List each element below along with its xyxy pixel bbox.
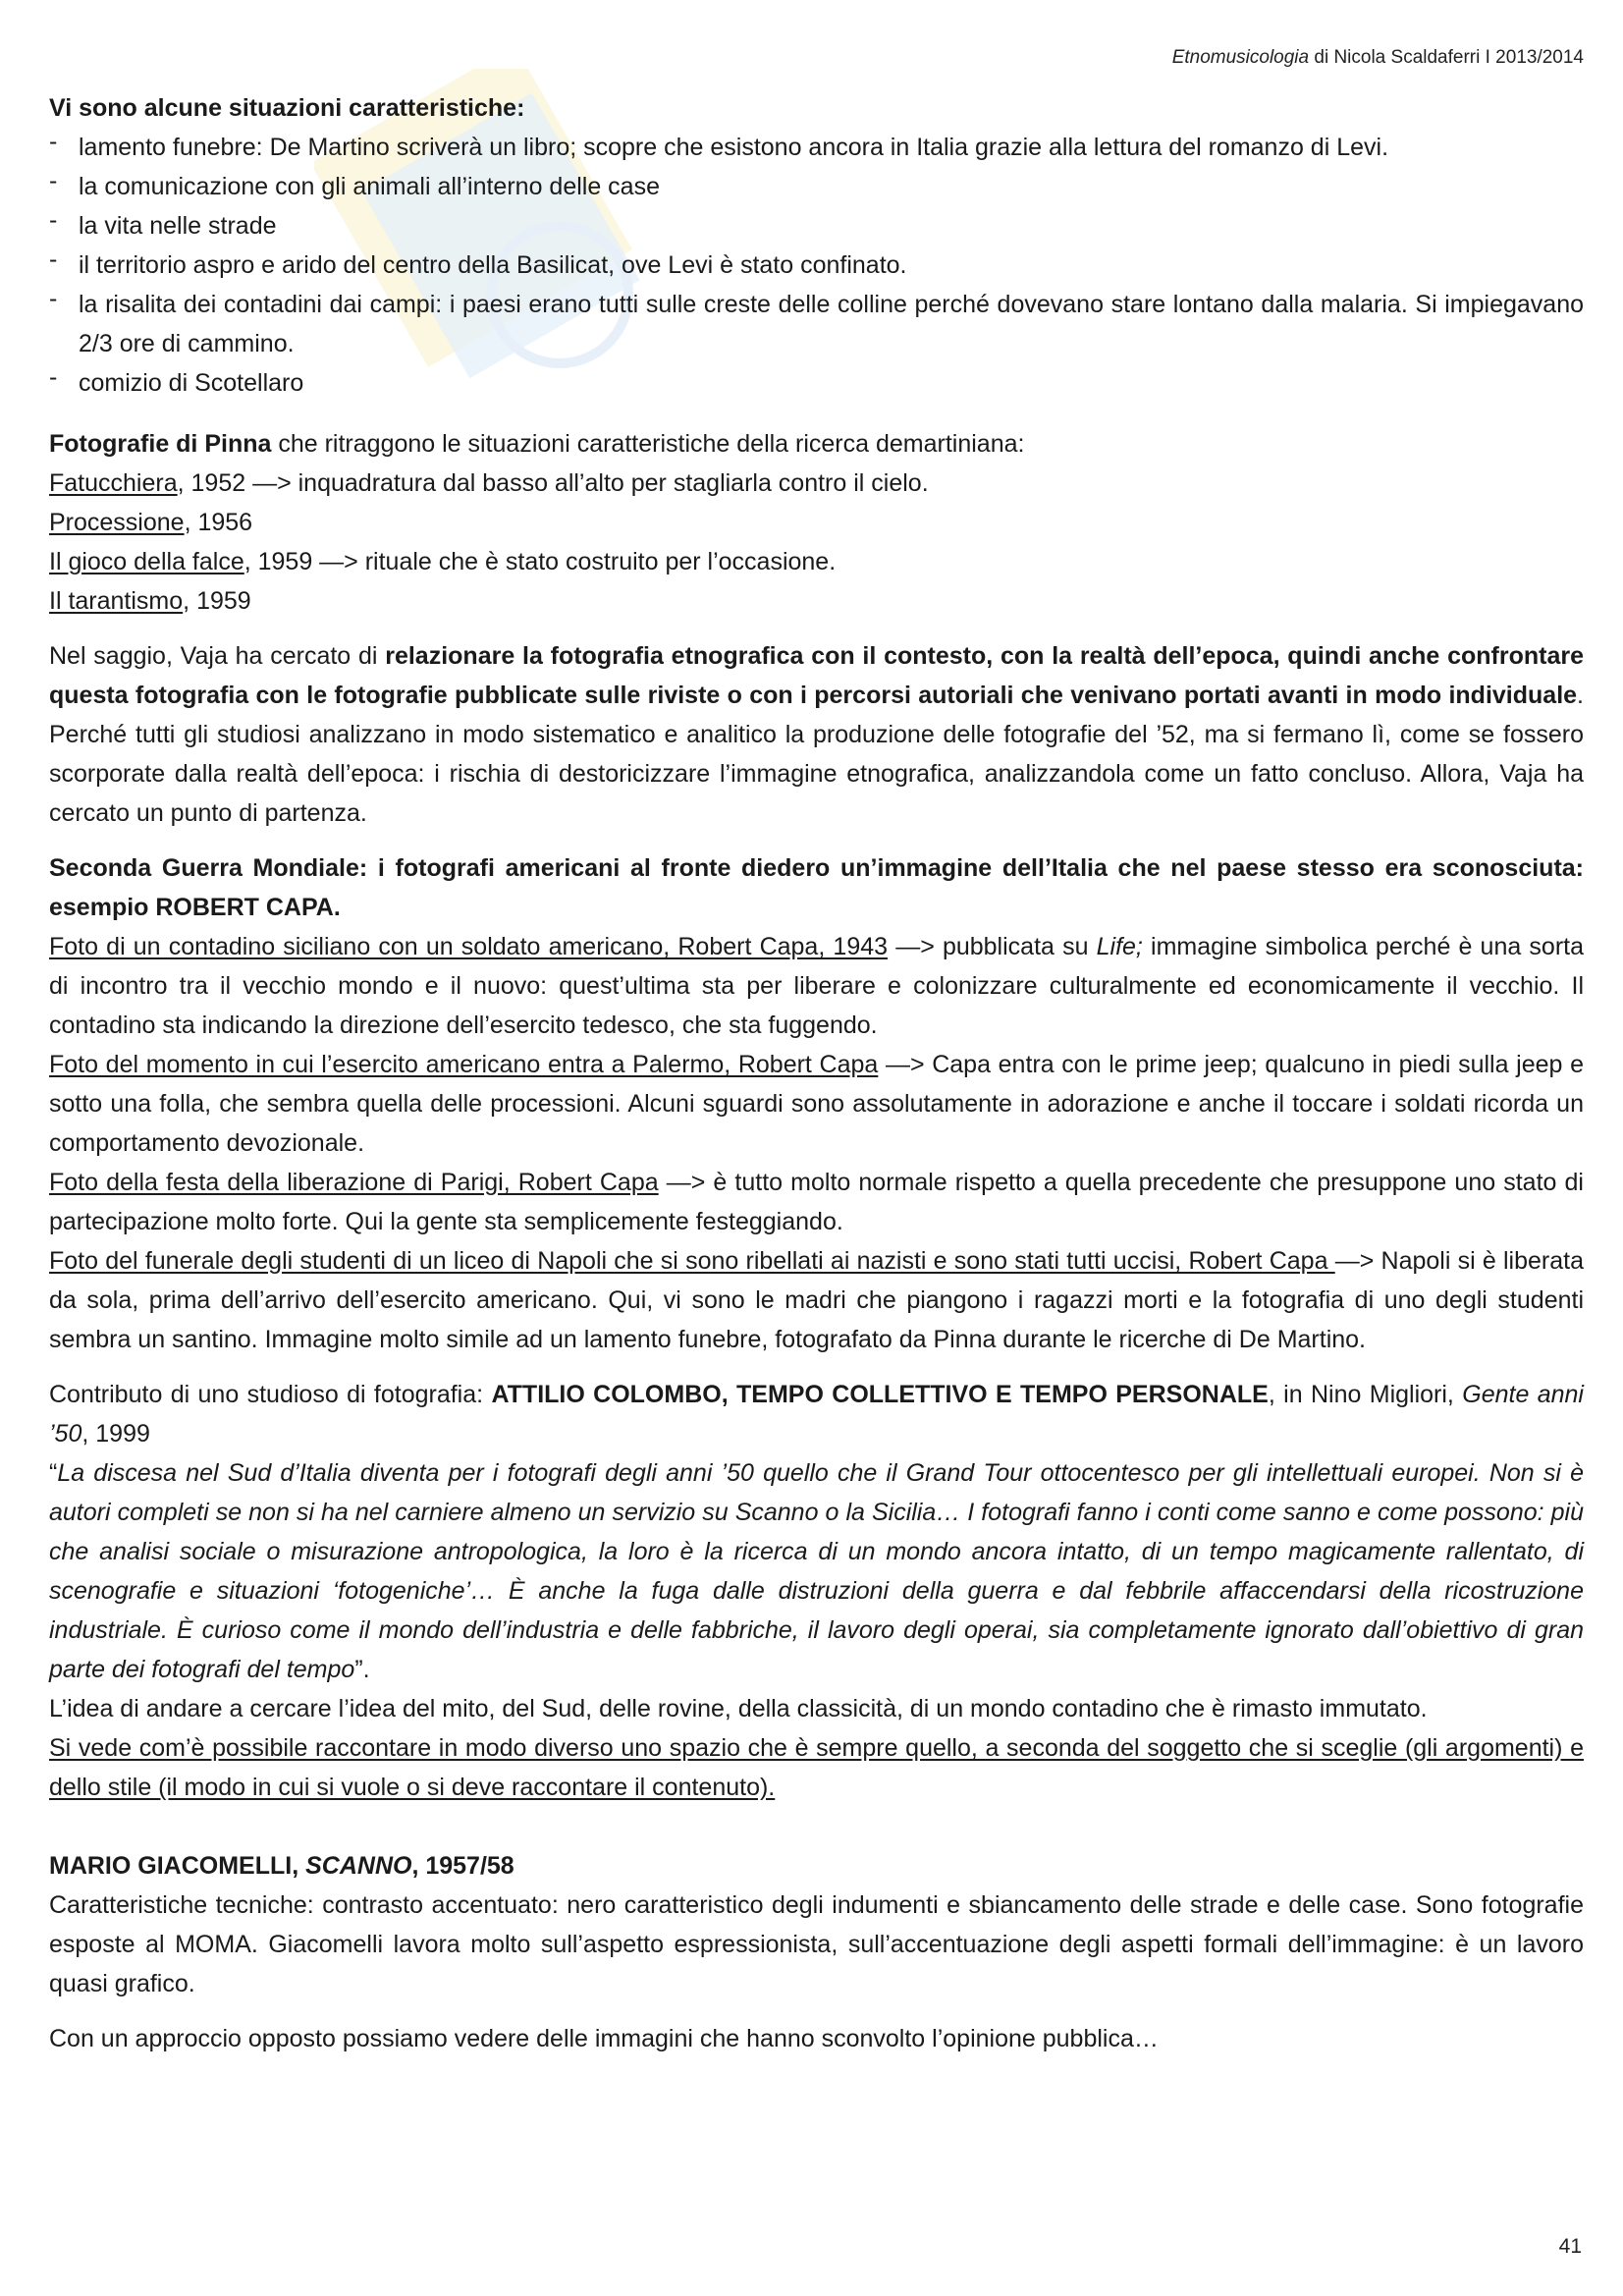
pinna-intro: Fotografie di Pinna che ritraggono le situazioni caratteristiche della ricerca demartiniana:: [49, 430, 1025, 458]
header-author-year: di Nicola Scaldaferri I 2013/2014: [1309, 47, 1584, 68]
list-item: - il territorio aspro e arido del centro della Basilicat, ove Levi è stato confinato.: [49, 246, 1584, 285]
list-item: - comizio di Scotellaro: [49, 363, 1584, 403]
photo-line: Processione, 1956: [49, 509, 253, 536]
photo-title: Il gioco della falce: [49, 548, 244, 575]
capa-entry: Foto della festa della liberazione di Parigi, Robert Capa —> è tutto molto normale rispetto a quella precedente che presuppone uno stato di partecipazione molto forte. Qui la gente sta semplicemente festeggiando.: [49, 1169, 1584, 1235]
list-item: - la risalita dei contadini dai campi: i paesi erano tutti sulle creste delle colline perché dovevano stare lontano dalla malaria. Si impiegavano 2/3 ore di cammino.: [49, 285, 1584, 363]
photo-line: Il tarantismo, 1959: [49, 587, 251, 615]
vaja-paragraph: Nel saggio, Vaja ha cercato di relazionare la fotografia etnografica con il contesto, con la realtà dell’epoca, quindi anche confrontare questa fotografia con le fotografie pubblicate sulle riviste o con i percorsi autoriali che venivano portati avanti in modo individuale. Perché tutti gli studiosi analizzano in modo sistematico e analitico la produzione delle fotografie del ’52, ma si fermano lì, come se fossero scorporate dalla realtà dell’epoca: i rischia di destoricizzare l’immagine etnografica, analizzandola come un fatto concluso. Allora, Vaja ha cercato un punto di partenza.: [49, 642, 1584, 827]
situations-list: [49, 128, 1584, 403]
closing-paragraph: Con un approccio opposto possiamo vedere delle immagini che hanno sconvolto l’opinione pubblica…: [49, 2025, 1159, 2052]
section1-heading: Vi sono alcune situazioni caratteristiche:: [49, 94, 525, 122]
colombo-quote: “La discesa nel Sud d’Italia diventa per i fotografi degli anni ’50 quello che il Grand Tour ottocentesco per gli intellettuali europei. Non si è autori completi se non si ha nel carniere almeno un servizio su Scanno o la Sicilia… I fotografi fanno i conti come sanno e come possono: più che analisi sociale o misurazione antropologica, la loro è la ricerca di un mondo ancora intatto, di un tempo magicamente rallentato, di scenografie e situazioni ‘fotogeniche’… È anche la fuga dalle distruzioni della guerra e dal febbrile affaccendarsi della ricostruzione industriale. È curioso come il mondo dell’industria e delle fabbriche, il lavoro degli operai, sia completamente ignorato dall’obiettivo di gran parte dei fotografi del tempo”.: [49, 1459, 1584, 1683]
document-body: [49, 88, 1584, 2058]
list-item: - lamento funebre: De Martino scriverà un libro; scopre che esistono ancora in Italia grazie alla lettura del romanzo di Levi.: [49, 128, 1584, 167]
list-item: - la comunicazione con gli animali all’interno delle case: [49, 167, 1584, 206]
photo-line: Fatucchiera, 1952 —> inquadratura dal basso all’alto per stagliarla contro il cielo.: [49, 469, 929, 497]
photo-line: Il gioco della falce, 1959 —> rituale che è stato costruito per l’occasione.: [49, 548, 837, 575]
list-item: - la vita nelle strade: [49, 206, 1584, 246]
capa-entry: Foto del momento in cui l’esercito americano entra a Palermo, Robert Capa —> Capa entra con le prime jeep; qualcuno in piedi sulla jeep e sotto una folla, che sembra quella delle processioni. Alcuni sguardi sono assolutamente in adorazione e anche il toccare i soldati ricorda un comportamento devozionale.: [49, 1051, 1584, 1157]
photo-title: Il tarantismo: [49, 587, 184, 615]
section4-heading: Seconda Guerra Mondiale: i fotografi americani al fronte diedero un’immagine dell’Italia che nel paese stesso era sconosciuta: esempio ROBERT CAPA.: [49, 854, 1584, 921]
giacomelli-paragraph: Caratteristiche tecniche: contrasto accentuato: nero caratteristico degli indumenti e sbiancamento delle strade e delle case. Sono fotografie esposte al MOMA. Giacomelli lavora molto sull’aspetto espressionista, sull’accentuazione degli aspetti formali dell’immagine: è un lavoro quasi grafico.: [49, 1891, 1584, 1997]
idea-paragraph: L’idea di andare a cercare l’idea del mito, del Sud, delle rovine, della classicità, di un mondo contadino che è rimasto immutato.: [49, 1695, 1428, 1722]
colombo-citation: Contributo di uno studioso di fotografia: ATTILIO COLOMBO, TEMPO COLLETTIVO E TEMPO PERSONALE, in Nino Migliori, Gente anni ’50, 1999: [49, 1381, 1584, 1448]
photo-title: Fatucchiera: [49, 469, 178, 497]
section6-heading: MARIO GIACOMELLI, SCANNO, 1957/58: [49, 1852, 514, 1880]
capa-entry: Foto del funerale degli studenti di un liceo di Napoli che si sono ribellati ai nazisti e sono stati tutti uccisi, Robert Capa —> Napoli si è liberata da sola, prima dell’arrivo dell’esercito americano. Qui, vi sono le madri che piangono i ragazzi morti e la fotografia di uno degli studenti sembra un santino. Immagine molto simile ad un lamento funebre, fotografato da Pinna durante le ricerche di De Martino.: [49, 1247, 1584, 1353]
photo-title: Processione: [49, 509, 185, 536]
page-number: 41: [1558, 2235, 1582, 2258]
header-course-title: Etnomusicologia: [1171, 47, 1310, 68]
capa-entry: Foto di un contadino siciliano con un soldato americano, Robert Capa, 1943 —> pubblicata su Life; immagine simbolica perché è una sorta di incontro tra il vecchio mondo e il nuovo: quest’ultima sta per liberare e colonizzare culturalmente ed economicamente il vecchio. Il contadino sta indicando la direzione dell’esercito tedesco, che sta fuggendo.: [49, 933, 1584, 1039]
underlined-paragraph: Si vede com’è possibile raccontare in modo diverso uno spazio che è sempre quello, a seconda del soggetto che si sceglie (gli argomenti) e dello stile (il modo in cui si vuole o si deve raccontare il contenuto).: [49, 1734, 1584, 1801]
page-header: [1172, 47, 1584, 69]
